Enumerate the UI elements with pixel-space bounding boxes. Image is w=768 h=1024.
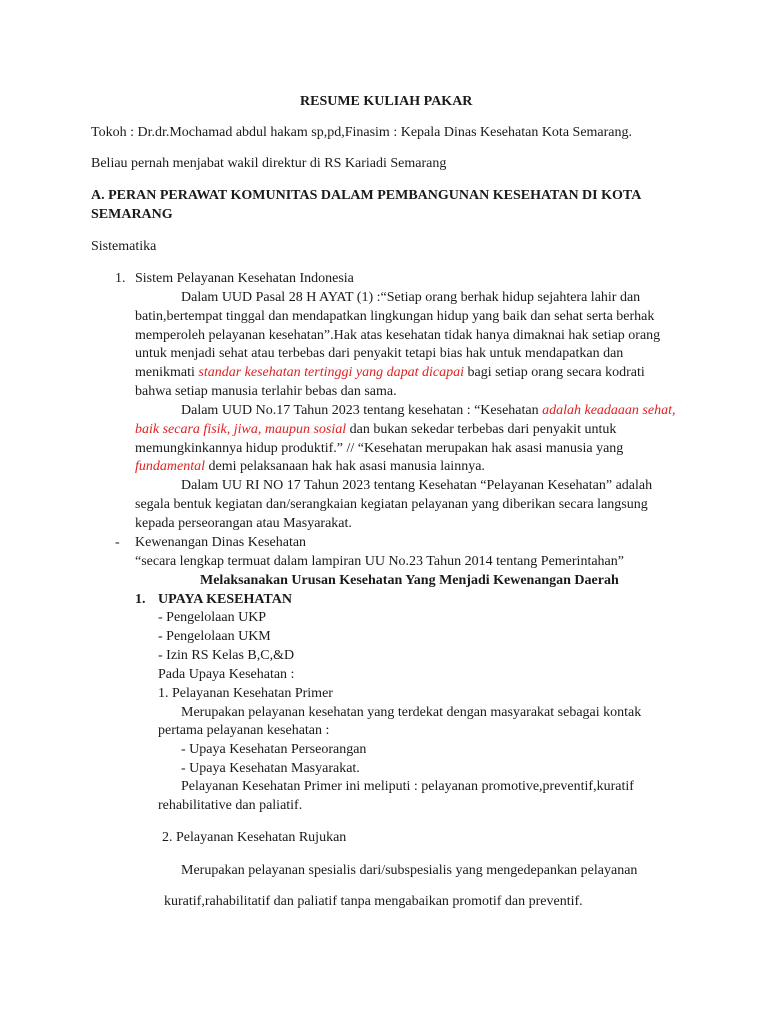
paragraph-line: Dalam UUD Pasal 28 H AYAT (1) :“Setiap orang berhak hidup sejahtera lahir dan [181, 290, 641, 305]
pada-upaya-line: Pada Upaya Kesehatan : [158, 667, 295, 682]
upaya-number: 1. [135, 592, 146, 607]
highlight-text: standar kesehatan tertinggi yang dapat dicapai [198, 365, 464, 380]
rujukan-title: 2. Pelayanan Kesehatan Rujukan [162, 830, 347, 845]
paragraph-line: segala bentuk kegiatan dan/serangkaian kegiatan pelayanan yang diberikan secara langsung [135, 497, 648, 512]
item1-number: 1. [115, 271, 126, 286]
list-item: - Izin RS Kelas B,C,&D [158, 648, 295, 663]
upaya-title: UPAYA KESEHATAN [158, 592, 292, 607]
highlight-text: adalah keadaaan sehat, [542, 403, 676, 418]
list-item: - Upaya Kesehatan Masyarakat. [181, 761, 360, 776]
paragraph-line: Merupakan pelayanan spesialis dari/subspesialis yang mengedepankan pelayanan [181, 863, 638, 878]
sistematika-label: Sistematika [91, 239, 157, 254]
highlight-text: baik secara fisik, jiwa, maupun sosial [135, 422, 347, 437]
dash-bullet: - [115, 535, 120, 550]
document-title: RESUME KULIAH PAKAR [300, 94, 473, 109]
list-item: - Pengelolaan UKM [158, 629, 271, 644]
kewenangan-title: Kewenangan Dinas Kesehatan [135, 535, 307, 550]
paragraph-line: bahwa setiap manusia terlahir bebas dan sama. [135, 384, 397, 399]
list-item: - Upaya Kesehatan Perseorangan [181, 742, 367, 757]
text-run: menikmati [135, 365, 199, 380]
melaksanakan-heading: Melaksanakan Urusan Kesehatan Yang Menjadi Kewenangan Daerah [200, 573, 619, 588]
section-a-heading: A. PERAN PERAWAT KOMUNITAS DALAM PEMBANGUNAN KESEHATAN DI KOTA [91, 188, 642, 203]
text-run: dan bukan sekedar terbebas dari penyakit untuk [346, 422, 617, 437]
text-run: bagi setiap orang secara kodrati [463, 365, 645, 380]
primer-title: 1. Pelayanan Kesehatan Primer [158, 686, 333, 701]
section-a-heading-cont: SEMARANG [91, 207, 173, 222]
item1-title: Sistem Pelayanan Kesehatan Indonesia [135, 271, 354, 286]
paragraph-line: Merupakan pelayanan kesehatan yang terdekat dengan masyarakat sebagai kontak [181, 705, 642, 720]
paragraph-line: Dalam UU RI NO 17 Tahun 2023 tentang Kesehatan “Pelayanan Kesehatan” adalah [181, 478, 653, 493]
paragraph-line: memperoleh pelayanan kesehatan”.Hak atas kesehatan tidak hanya dimaknai hak setiap orang [135, 328, 661, 343]
paragraph-line [135, 458, 485, 476]
paragraph-line [181, 402, 675, 420]
beliau-line: Beliau pernah menjabat wakil direktur di RS Kariadi Semarang [91, 156, 447, 171]
paragraph-line [135, 421, 616, 439]
paragraph-line: memungkinkannya hidup produktif.” // “Kesehatan merupakan hak asasi manusia yang [135, 441, 624, 456]
highlight-text: fundamental [135, 459, 205, 474]
paragraph-line: batin,bertempat tinggal dan mendapatkan lingkungan hidup yang baik dan sehat serta berhak [135, 309, 655, 324]
list-item: - Pengelolaan UKP [158, 610, 267, 625]
paragraph-line [135, 364, 645, 382]
text-run: demi pelaksanaan hak hak asasi manusia lainnya. [205, 459, 485, 474]
tokoh-line: Tokoh : Dr.dr.Mochamad abdul hakam sp,pd,Finasim : Kepala Dinas Kesehatan Kota Semarang. [91, 125, 633, 140]
paragraph-line: kepada perseorangan atau Masyarakat. [135, 516, 352, 531]
paragraph-line: rehabilitative dan paliatif. [158, 798, 303, 813]
paragraph-line: pertama pelayanan kesehatan : [158, 723, 330, 738]
quote-line: “secara lengkap termuat dalam lampiran UU No.23 Tahun 2014 tentang Pemerintahan” [135, 554, 624, 569]
paragraph-line: untuk menjadi sehat atau terbebas dari penyakit tetapi bias hak untuk mendapatkan dan [135, 346, 624, 361]
paragraph-line: kuratif,rahabilitatif dan paliatif tanpa mengabaikan promotif dan preventif. [164, 894, 583, 909]
paragraph-line: Pelayanan Kesehatan Primer ini meliputi : pelayanan promotive,preventif,kuratif [181, 779, 634, 794]
text-run: Dalam UUD No.17 Tahun 2023 tentang kesehatan : “Kesehatan [181, 403, 543, 418]
